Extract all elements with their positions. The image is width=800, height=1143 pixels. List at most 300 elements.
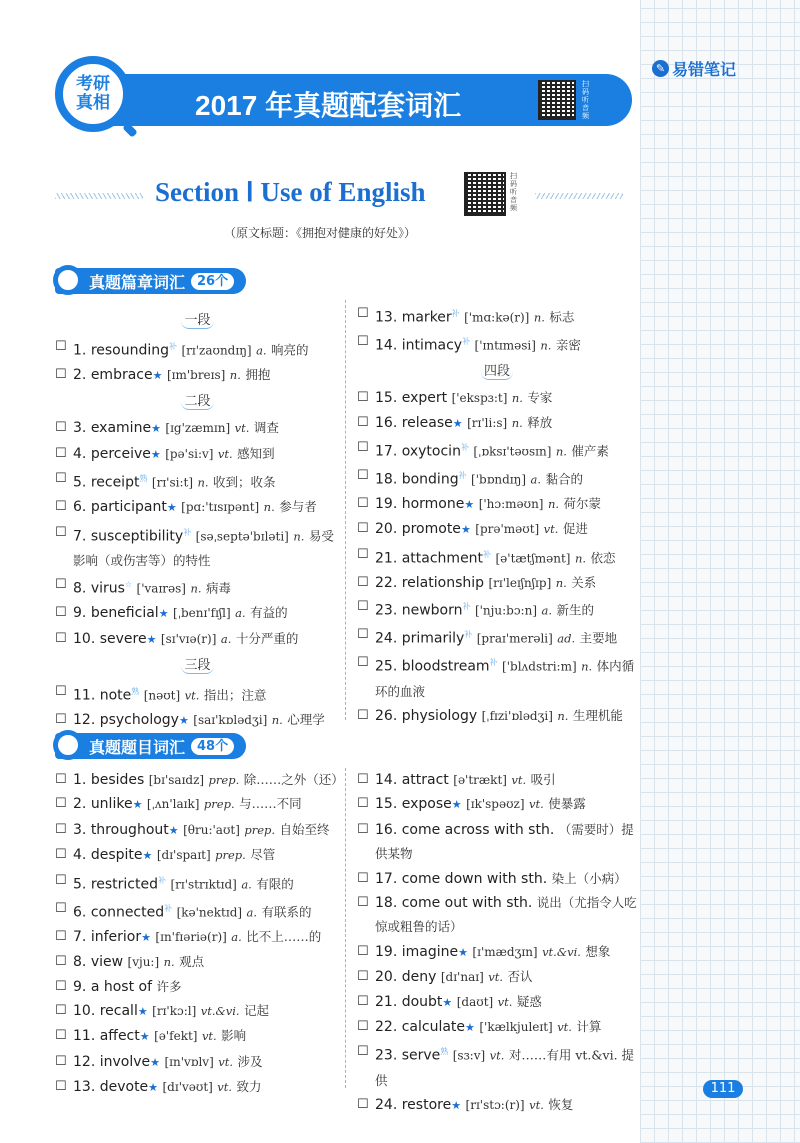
supplement-marker: 补 [158, 875, 166, 885]
part-of-speech: vt. [511, 773, 527, 787]
vocab-item [55, 925, 345, 950]
vocab-word: connected [90, 904, 165, 921]
vocab-item [55, 950, 345, 974]
star-icon: ★ [141, 930, 151, 944]
supplement-marker: 补 [169, 342, 178, 351]
vocab-item [55, 573, 340, 601]
checkbox[interactable]: ☐ [55, 499, 67, 515]
checkbox[interactable]: ☐ [55, 772, 67, 787]
definition: 新生的 [556, 603, 594, 618]
item-number: 3. [73, 821, 87, 838]
vocab-item [357, 623, 637, 651]
checkbox[interactable]: ☐ [357, 390, 369, 406]
phonetic: [ə'tætʃmənt] [495, 551, 571, 566]
phonetic: ['ekspɜ:t] [451, 391, 508, 406]
item-number: 5. [73, 876, 87, 893]
star-icon: ★ [465, 1021, 475, 1035]
phonetic: [nəʊt] [143, 688, 181, 703]
qr-code-icon[interactable] [464, 172, 506, 216]
item-number: 22. [375, 1019, 398, 1036]
vocab-word: serve [401, 1048, 441, 1065]
checkbox[interactable]: ☐ [55, 872, 67, 888]
vocab-item [357, 704, 637, 728]
item-number: 26. [375, 707, 398, 724]
definition: 涉及 [237, 1053, 263, 1069]
vocab-text [371, 386, 637, 410]
phonetic: [bɪ'saɪdz] [148, 773, 205, 787]
checkbox[interactable]: ☐ [55, 821, 67, 837]
checkbox[interactable]: ☐ [55, 524, 67, 540]
definition: 感知到 [237, 445, 275, 461]
vocab-word: inferior [90, 928, 142, 945]
definition: 有限的 [256, 876, 294, 892]
vocab-item [55, 601, 340, 626]
qr-caption: 扫码听音频 [582, 80, 589, 120]
vocab-text [371, 1093, 637, 1118]
vocab-text [371, 464, 637, 492]
checkbox[interactable]: ☐ [55, 577, 67, 593]
checkbox[interactable]: ☐ [55, 1002, 67, 1018]
vocab-word: restricted [90, 876, 158, 893]
checkbox[interactable]: ☐ [55, 712, 67, 728]
supplement-marker: 熟 [131, 687, 140, 697]
checkbox[interactable]: ☐ [357, 414, 369, 430]
phonetic: [ˌfɪzi'ɒlədʒi] [481, 708, 553, 723]
checkbox[interactable]: ☐ [55, 1028, 67, 1044]
vocab-word: severe [99, 630, 147, 647]
vocab-item [357, 492, 637, 517]
part-of-speech: n. [547, 497, 560, 512]
vocab-text [69, 467, 340, 495]
vocab-text [69, 573, 340, 601]
vocab-item [357, 651, 637, 703]
item-number: 21. [375, 993, 398, 1010]
vocab-text [371, 965, 637, 989]
supplement-marker: 补 [458, 471, 467, 480]
vocab-item [357, 436, 637, 464]
question-vocab-header [55, 733, 246, 759]
paragraph-marker [357, 358, 637, 386]
checkbox[interactable]: ☐ [55, 684, 67, 700]
item-number: 9. [73, 605, 87, 622]
checkbox[interactable]: ☐ [357, 439, 369, 455]
definition: 易受影响（或伤害等）的特性 [73, 528, 334, 568]
supplement-marker: 补 [464, 630, 473, 640]
vocab-text [69, 818, 345, 843]
item-number: 2. [73, 367, 87, 384]
paragraph-label: 三段 [181, 658, 213, 674]
vocab-item [55, 521, 340, 573]
header-label: 真题题目词汇 [89, 737, 186, 757]
checkbox[interactable]: ☐ [55, 367, 67, 383]
checkbox[interactable]: ☐ [55, 900, 67, 916]
definition: 恢复 [548, 1096, 574, 1112]
checkbox[interactable]: ☐ [357, 627, 369, 643]
part-of-speech: a. [235, 606, 246, 621]
phonetic: [pə'si:v] [165, 446, 214, 461]
item-number: 22. [375, 574, 398, 591]
vocab-text [371, 411, 637, 436]
item-number: 17. [375, 870, 398, 887]
part-of-speech: prep. [215, 848, 246, 863]
item-number: 6. [73, 904, 87, 921]
part-of-speech: a. [231, 929, 242, 944]
part-of-speech: vt. [489, 1049, 505, 1064]
checkbox[interactable]: ☐ [55, 605, 67, 621]
column-divider [345, 768, 346, 1088]
item-number: 11. [73, 687, 96, 704]
definition: 有联系的 [261, 904, 312, 920]
item-number: 9. [73, 978, 87, 995]
checkbox[interactable]: ☐ [357, 1044, 369, 1060]
star-icon: ★ [451, 798, 462, 812]
vocab-word: oxytocin [401, 443, 461, 460]
star-icon: ★ [158, 607, 169, 621]
vocab-item [55, 869, 345, 897]
definition: 致力 [236, 1079, 262, 1095]
definition: 说出（尤指令人吃惊或粗鲁的话） [375, 895, 637, 935]
vocab-item [357, 595, 637, 623]
paragraph-label: 四段 [481, 364, 513, 380]
count-badge: 26个 [191, 273, 234, 290]
star-icon: ★ [146, 632, 157, 646]
item-number: 7. [73, 528, 87, 545]
error-notes-tag [652, 57, 736, 80]
phonetic: [ə'fekt] [154, 1029, 198, 1044]
checkbox[interactable]: ☐ [357, 993, 369, 1009]
vocab-word: physiology [401, 707, 478, 724]
vocab-word: perceive [90, 445, 151, 462]
vocab-item [55, 1075, 345, 1100]
paragraph-label: 二段 [181, 394, 213, 410]
checkbox[interactable]: ☐ [357, 1019, 369, 1035]
checkbox[interactable]: ☐ [357, 895, 369, 911]
item-number: 12. [73, 712, 96, 729]
checkbox[interactable]: ☐ [55, 954, 67, 970]
checkbox[interactable]: ☐ [357, 334, 369, 350]
checkbox[interactable]: ☐ [357, 870, 369, 886]
grid-margin [640, 0, 800, 1143]
item-number: 10. [73, 630, 96, 647]
phonetic: [prə'məʊt] [475, 522, 540, 537]
item-number: 20. [375, 969, 398, 986]
definition: 亲密 [555, 337, 581, 353]
definition: 想象 [585, 943, 611, 959]
star-icon: ★ [458, 945, 468, 959]
phonetic: [ɪg'zæmɪn] [165, 421, 231, 436]
hollow-star-icon: ☆ [124, 580, 133, 590]
vocab-text [69, 416, 340, 441]
checkbox[interactable]: ☐ [55, 1079, 67, 1095]
vocab-word: affect [99, 1028, 140, 1045]
vocab-text [371, 651, 637, 703]
vocab-word: despite [90, 847, 143, 864]
qr-code-icon[interactable] [538, 80, 576, 120]
vocab-word: expose [401, 796, 452, 813]
vocab-word: release [401, 414, 453, 431]
part-of-speech: vt. [218, 1054, 233, 1069]
vocab-text [371, 1040, 637, 1092]
definition: 尽管 [250, 847, 276, 863]
supplement-marker: 补 [460, 442, 469, 452]
vocab-text [371, 990, 637, 1015]
item-number: 3. [73, 420, 87, 437]
definition: 参与者 [279, 499, 317, 515]
vocab-word: attachment [401, 550, 484, 567]
item-number: 4. [73, 445, 87, 462]
section-title: Section Ⅰ Use of English [155, 177, 426, 207]
part-of-speech: n. [197, 475, 209, 490]
star-icon: ★ [168, 823, 179, 837]
paragraph-label: 一段 [181, 313, 213, 329]
phonetic: [dɪ'spaɪt] [156, 848, 211, 863]
checkbox[interactable]: ☐ [357, 821, 369, 837]
part-of-speech: n. [533, 310, 545, 325]
item-number: 2. [73, 796, 87, 813]
vocab-item [357, 792, 637, 817]
definition: 否认 [507, 969, 533, 985]
checkbox[interactable]: ☐ [55, 978, 67, 994]
vocab-item [357, 302, 637, 330]
item-number: 16. [375, 414, 398, 431]
vocab-item [55, 1050, 345, 1075]
definition: 促进 [562, 521, 588, 537]
passage-vocab-right [357, 302, 637, 728]
phonetic: [pɑ:'tɪsɪpənt] [181, 500, 260, 515]
vocab-text [371, 704, 637, 728]
vocab-word: hormone [401, 496, 465, 513]
part-of-speech: ad. [557, 632, 576, 647]
vocab-word: imagine [401, 943, 459, 960]
part-of-speech: vt. [217, 446, 233, 461]
item-number: 16. [375, 821, 398, 838]
part-of-speech: n. [555, 575, 567, 590]
item-number: 13. [73, 1079, 96, 1096]
phonetic: ['hɔ:məʊn] [478, 497, 544, 512]
vocab-text [371, 543, 637, 571]
part-of-speech: vt.&vi. [200, 1003, 240, 1018]
part-of-speech: n. [271, 713, 283, 728]
item-number: 8. [73, 954, 87, 971]
star-icon: ★ [178, 714, 189, 728]
vocab-text [371, 571, 637, 595]
paragraph-marker [55, 307, 340, 335]
part-of-speech: vt. [543, 522, 559, 537]
supplement-marker: 熟 [440, 1047, 449, 1057]
vocab-text [371, 940, 637, 965]
question-vocab-right [357, 768, 637, 1118]
vocab-item [55, 897, 345, 925]
vocab-text [69, 442, 340, 467]
definition: 心理学 [287, 712, 325, 728]
header-label: 真题篇章词汇 [89, 272, 186, 292]
checkbox[interactable]: ☐ [357, 796, 369, 812]
vocab-word: bloodstream [401, 659, 490, 676]
vocab-word: unlike [90, 796, 133, 813]
vocab-text [69, 495, 340, 520]
vocab-text [69, 925, 345, 950]
part-of-speech: vt. [201, 1029, 217, 1044]
checkbox[interactable]: ☐ [357, 969, 369, 985]
page-number: 111 [703, 1080, 743, 1098]
definition: 专家 [527, 390, 553, 406]
definition: 许多 [156, 978, 182, 994]
phonetic: [kə'nektɪd] [176, 905, 243, 920]
part-of-speech: vt. [529, 797, 544, 812]
definition: 关系 [571, 574, 597, 590]
vocab-item [357, 411, 637, 436]
vocab-word: recall [99, 1002, 138, 1019]
qr-caption: 扫码听音频 [510, 172, 517, 212]
part-of-speech: prep. [208, 773, 240, 787]
checkbox[interactable]: ☐ [55, 847, 67, 863]
definition: 十分严重的 [235, 630, 299, 646]
error-notes-label: 易错笔记 [672, 60, 737, 79]
part-of-speech: a. [256, 343, 267, 358]
checkbox[interactable]: ☐ [55, 928, 67, 944]
checkbox[interactable]: ☐ [55, 445, 67, 461]
part-of-speech: a. [220, 631, 232, 646]
vocab-word: embrace [90, 367, 153, 384]
phonetic: [rɪ'zaʊndɪŋ] [181, 343, 252, 358]
part-of-speech: n. [574, 551, 586, 566]
checkbox[interactable]: ☐ [357, 306, 369, 321]
definition: 记起 [244, 1002, 270, 1018]
checkbox[interactable]: ☐ [55, 420, 67, 436]
checkbox[interactable]: ☐ [55, 630, 67, 646]
item-number: 23. [375, 1048, 398, 1065]
checkbox[interactable]: ☐ [357, 496, 369, 512]
vocab-word: intimacy [401, 337, 463, 354]
phonetic: [dɪ'naɪ] [440, 970, 484, 985]
definition: 主要地 [579, 631, 618, 647]
vocab-text [69, 950, 345, 974]
part-of-speech: vt. [488, 970, 503, 985]
definition: 释放 [527, 414, 553, 430]
phonetic: ['ɪntɪməsi] [474, 338, 536, 353]
supplement-marker: 补 [462, 602, 471, 612]
phonetic: [ˌbenɪ'fɪʃl] [173, 606, 231, 621]
checkbox[interactable]: ☐ [55, 1053, 67, 1069]
checkbox[interactable]: ☐ [357, 574, 369, 590]
phonetic: [rɪ'kɔ:l] [152, 1003, 197, 1018]
part-of-speech: n. [540, 338, 552, 353]
definition: （需要时）提供某物 [375, 821, 634, 862]
vocab-word: a host of [90, 978, 153, 995]
star-icon: ★ [452, 416, 463, 430]
checkbox[interactable]: ☐ [357, 1096, 369, 1112]
vocab-word: promote [401, 521, 461, 538]
checkbox[interactable]: ☐ [357, 772, 369, 787]
item-number: 18. [375, 895, 398, 912]
item-number: 18. [375, 471, 398, 488]
definition: 荷尔蒙 [563, 496, 601, 512]
checkbox[interactable]: ☐ [357, 707, 369, 723]
vocab-word: come out with sth. [401, 895, 533, 912]
item-number: 8. [73, 580, 87, 597]
vocab-item [55, 335, 340, 363]
vocab-item [357, 330, 637, 358]
checkbox[interactable]: ☐ [55, 471, 67, 487]
star-icon: ★ [150, 1055, 160, 1069]
part-of-speech: vt. [497, 994, 513, 1009]
phonetic: [ɪm'breɪs] [166, 368, 226, 383]
checkbox[interactable]: ☐ [357, 468, 369, 483]
vocab-text [371, 867, 637, 891]
magnifier-icon [53, 730, 83, 760]
vocab-text [371, 818, 637, 867]
page-title: 2017 年真题配套词汇 [195, 90, 462, 121]
checkbox[interactable]: ☐ [357, 546, 369, 562]
part-of-speech: a. [530, 472, 542, 487]
vocab-item [55, 792, 345, 817]
part-of-speech: n. [163, 955, 175, 970]
vocab-text [371, 623, 637, 651]
vocab-item [357, 464, 637, 492]
part-of-speech: vt. [234, 421, 250, 436]
vocab-word: participant [90, 499, 167, 516]
definition: 拥抱 [245, 367, 271, 383]
paragraph-marker [55, 652, 340, 680]
phonetic: [rɪ'leɪʃnʃɪp] [488, 575, 552, 590]
phonetic: ['kælkjuleɪt] [479, 1020, 553, 1035]
original-title: （原文标题：《拥抱对健康的好处》） [223, 226, 416, 240]
star-icon: ★ [166, 501, 177, 515]
vocab-text [371, 595, 637, 623]
checkbox[interactable]: ☐ [357, 599, 369, 615]
phonetic: [rɪ'strɪktɪd] [170, 877, 237, 892]
vocab-word: devote [99, 1079, 149, 1096]
checkbox[interactable]: ☐ [357, 655, 369, 671]
vocab-text [69, 897, 345, 925]
vocab-item [357, 768, 637, 792]
logo-line: 考研 [76, 74, 110, 94]
supplement-marker: 补 [489, 658, 498, 668]
checkbox[interactable]: ☐ [357, 521, 369, 537]
part-of-speech: a. [541, 604, 552, 618]
checkbox[interactable]: ☐ [357, 943, 369, 959]
vocab-word: newborn [401, 603, 463, 619]
vocab-item [357, 990, 637, 1015]
vocab-word: resounding [90, 342, 170, 359]
part-of-speech: n. [229, 368, 241, 383]
vocab-word: besides [90, 772, 145, 788]
item-number: 20. [375, 521, 398, 538]
vocab-word: throughout [90, 821, 169, 838]
definition: 疑惑 [516, 993, 542, 1009]
count-badge: 48个 [191, 738, 234, 755]
checkbox[interactable]: ☐ [55, 796, 67, 812]
divider-hatch [535, 193, 623, 199]
vocab-text [69, 627, 340, 652]
phonetic: ['nju:bɔ:n] [474, 604, 538, 618]
vocab-item [357, 386, 637, 410]
definition: 病毒 [205, 580, 231, 596]
phonetic: [ˌʌn'laɪk] [146, 797, 200, 812]
item-number: 24. [375, 1096, 398, 1113]
vocab-text [69, 1075, 345, 1100]
item-number: 19. [375, 943, 398, 960]
part-of-speech: n. [511, 391, 523, 406]
vocab-item [55, 467, 340, 495]
vocab-text [69, 869, 345, 897]
checkbox[interactable]: ☐ [55, 339, 67, 354]
vocab-item [55, 495, 340, 520]
vocab-text [69, 335, 340, 363]
vocab-text [371, 891, 637, 940]
part-of-speech: n. [190, 581, 202, 596]
phonetic: ['bɒndɪŋ] [471, 472, 527, 487]
